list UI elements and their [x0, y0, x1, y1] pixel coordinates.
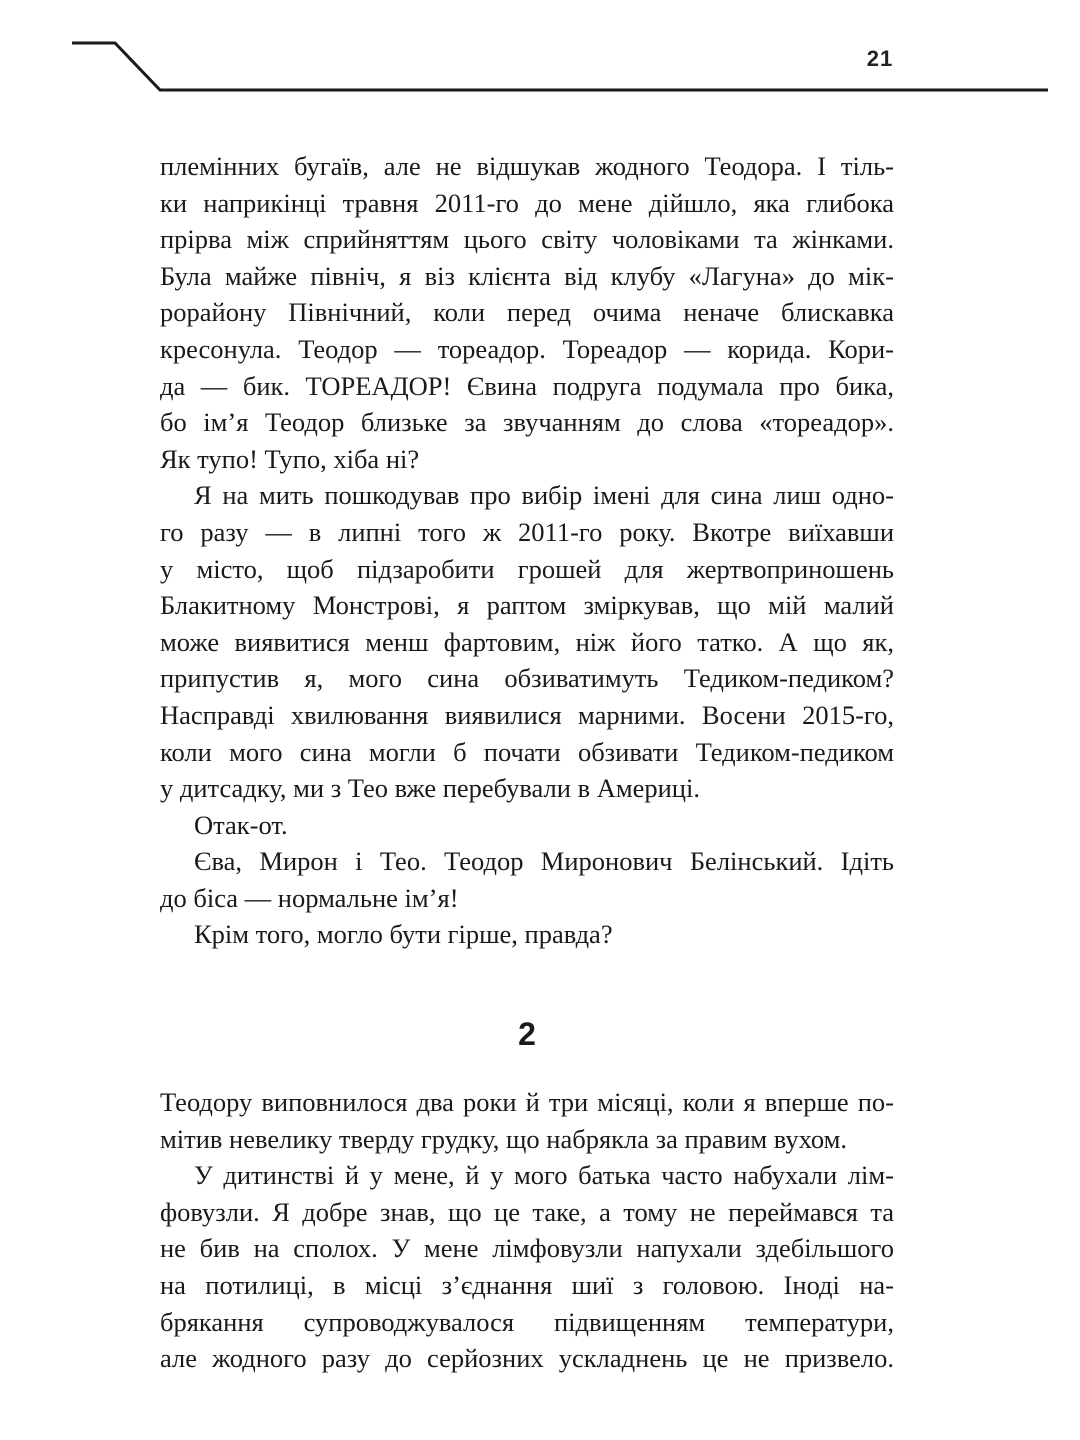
text-line: Отак-от. — [194, 809, 288, 840]
page-number: 21 — [866, 46, 894, 71]
text-line: припустив я, мого сина обзиватимуть Тедиком-педиком? — [160, 663, 894, 694]
text-line: у місто, щоб підзаробити грошей для жертвоприношень — [160, 553, 894, 584]
text-line: у дитсадку, ми з Тео вже перебували в Америці. — [160, 773, 700, 804]
text-line: ки наприкінці травня 2011-го до мене дійшло, яка глибока — [160, 187, 894, 218]
text-line: племінних бугаїв, але не відшукав жодного Теодора. І тіль- — [160, 151, 894, 181]
text-line: да — бик. ТОРЕАДОР! Євина подруга подумала про бика, — [160, 370, 894, 401]
text-line: кресонула. Теодор — тореадор. Тореадор — корида. Кори- — [160, 333, 894, 364]
text-line: го разу — в липні того ж 2011-го року. Вкотре виїхавши — [160, 516, 894, 547]
text-line: коли мого сина могли б почати обзивати Тедиком-педиком — [160, 736, 894, 767]
text-line: але жодного разу до серйозних ускладнень це не призвело. — [160, 1343, 894, 1374]
text-line: на потилиці, в місці з’єднання шиї з головою. Іноді на- — [160, 1269, 894, 1300]
text-block-2 — [160, 1084, 894, 1377]
text-line: прірва між сприйняттям цього світу чоловіками та жінками. — [160, 224, 894, 255]
text-line: Я на мить пошкодував про вибір імені для сина лиш одно- — [194, 480, 894, 511]
text-line: Крім того, могло бути гірше, правда? — [194, 919, 613, 950]
text-line: бо ім’я Теодор близьке за звучанням до слова «тореадор». — [160, 407, 894, 438]
text-line: Насправді хвилювання виявилися марними. Восени 2015-го, — [160, 699, 894, 730]
text-line: Як тупо! Тупо, хіба ні? — [160, 443, 420, 474]
text-line: не бив на сполох. У мене лімфовузли напухали здебільшого — [160, 1233, 894, 1264]
text-line: Була майже північ, я віз клієнта від клубу «Лагуна» до мік- — [160, 260, 894, 291]
text-block-1 — [160, 148, 894, 953]
text-line: Теодору виповнилося два роки й три місяці, коли я вперше по- — [160, 1087, 894, 1117]
text-line: рорайону Північний, коли перед очима неначе блискавка — [160, 297, 894, 328]
text-line: Блакитному Монстрові, я раптом зміркував, що мій малий — [160, 590, 894, 621]
text-line: Єва, Мирон і Тео. Теодор Миронович Белінський. Ідіть — [194, 846, 894, 877]
text-line: фовузли. Я добре знав, що це таке, а тому не переймався та — [160, 1196, 894, 1227]
text-line: мітив невелику тверду грудку, що набрякла за правим вухом. — [160, 1123, 848, 1154]
chapter-number: 2 — [518, 1016, 536, 1052]
text-line: брякання супроводжувалося підвищенням температури, — [160, 1306, 894, 1337]
text-line: до біса — нормальне ім’я! — [160, 882, 459, 913]
header-rule — [0, 0, 1080, 110]
text-line: У дитинстві й у мене, й у мого батька часто набухали лім- — [194, 1160, 894, 1191]
text-line: може виявитися менш фартовим, ніж його татко. А що як, — [160, 626, 894, 657]
